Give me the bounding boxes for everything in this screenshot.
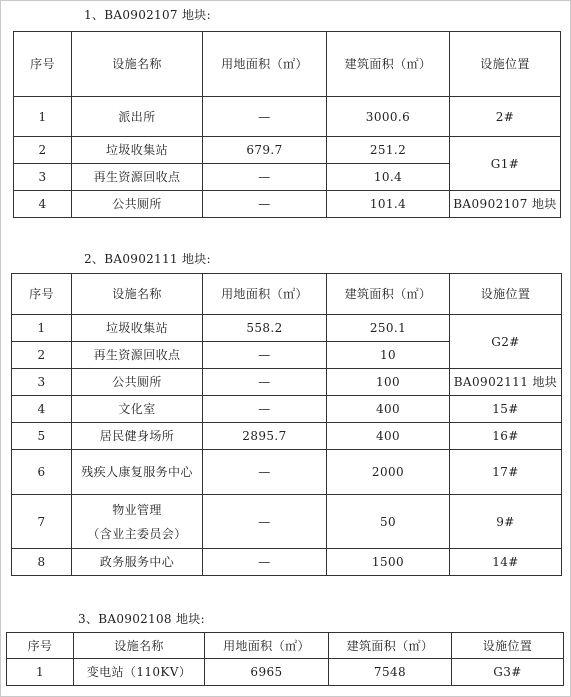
- cell-location: 16#: [450, 423, 562, 450]
- cell-name: 垃圾收集站: [72, 137, 203, 164]
- cell-location: G3#: [452, 659, 564, 686]
- header-building-area: 建筑面积（㎡）: [329, 633, 452, 659]
- cell-no: 8: [12, 549, 72, 576]
- cell-location: 14#: [450, 549, 562, 576]
- cell-name: [72, 495, 203, 549]
- cell-no: 1: [7, 659, 74, 686]
- header-location: 设施位置: [452, 633, 564, 659]
- cell-building-area: 400: [327, 423, 450, 450]
- cell-building-area: 250.1: [327, 315, 450, 342]
- cell-land-area: 679.7: [203, 137, 327, 164]
- table-row: [12, 315, 562, 342]
- cell-name: 派出所: [72, 97, 203, 137]
- table-row: [12, 396, 562, 423]
- cell-building-area: 10.4: [327, 164, 450, 191]
- table-header-row: [14, 32, 561, 97]
- cell-name: 文化室: [72, 396, 203, 423]
- table-header-row: [7, 633, 564, 659]
- table-row: [12, 450, 562, 495]
- cell-building-area: 100: [327, 369, 450, 396]
- cell-land-area: —: [203, 450, 327, 495]
- header-name: 设施名称: [74, 633, 205, 659]
- table-row: [12, 495, 562, 549]
- cell-name: 残疾人康复服务中心: [72, 450, 203, 495]
- header-building-area: 建筑面积（㎡）: [327, 274, 450, 315]
- header-building-area: 建筑面积（㎡）: [327, 32, 450, 97]
- section-2-title: 2、BA0902111 地块:: [84, 252, 211, 266]
- section-3-table: [6, 632, 564, 686]
- cell-no: 3: [12, 369, 72, 396]
- cell-land-area: —: [203, 369, 327, 396]
- cell-land-area: —: [203, 549, 327, 576]
- header-no: 序号: [7, 633, 74, 659]
- cell-land-area: —: [203, 396, 327, 423]
- section-2-table: [11, 273, 562, 576]
- cell-location: BA0902111 地块: [450, 369, 562, 396]
- cell-building-area: 1500: [327, 549, 450, 576]
- cell-land-area: —: [203, 97, 327, 137]
- cell-no: 2: [12, 342, 72, 369]
- cell-building-area: 50: [327, 495, 450, 549]
- header-name: 设施名称: [72, 32, 203, 97]
- cell-name: 再生资源回收点: [72, 342, 203, 369]
- cell-name: 政务服务中心: [72, 549, 203, 576]
- table-row: [12, 549, 562, 576]
- cell-no: 1: [14, 97, 72, 137]
- cell-location: 15#: [450, 396, 562, 423]
- table-row: [7, 659, 564, 686]
- cell-building-area: 3000.6: [327, 97, 450, 137]
- header-no: 序号: [14, 32, 72, 97]
- cell-name: 垃圾收集站: [72, 315, 203, 342]
- cell-land-area: —: [203, 191, 327, 218]
- cell-building-area: 7548: [329, 659, 452, 686]
- cell-building-area: 251.2: [327, 137, 450, 164]
- cell-name-line2: （含业主委员会）: [87, 526, 187, 541]
- section-1-table: [13, 31, 561, 218]
- cell-building-area: 101.4: [327, 191, 450, 218]
- table-row: [12, 423, 562, 450]
- table-row: [14, 137, 561, 164]
- cell-land-area: —: [203, 164, 327, 191]
- cell-no: 4: [14, 191, 72, 218]
- cell-no: 3: [14, 164, 72, 191]
- cell-location: 17#: [450, 450, 562, 495]
- cell-land-area: 558.2: [203, 315, 327, 342]
- header-land-area: 用地面积（㎡）: [203, 32, 327, 97]
- cell-land-area: 6965: [205, 659, 329, 686]
- cell-name: 居民健身场所: [72, 423, 203, 450]
- cell-no: 2: [14, 137, 72, 164]
- header-location: 设施位置: [450, 32, 561, 97]
- cell-land-area: 2895.7: [203, 423, 327, 450]
- cell-name: 公共厕所: [72, 191, 203, 218]
- section-1-title: 1、BA0902107 地块:: [84, 8, 211, 22]
- cell-name: 变电站（110KV）: [74, 659, 205, 686]
- cell-no: 7: [12, 495, 72, 549]
- header-land-area: 用地面积（㎡）: [205, 633, 329, 659]
- cell-name-line1: 物业管理: [112, 502, 162, 517]
- table-row: [14, 97, 561, 137]
- cell-location: 9#: [450, 495, 562, 549]
- cell-land-area: —: [203, 495, 327, 549]
- cell-building-area: 2000: [327, 450, 450, 495]
- cell-name: 公共厕所: [72, 369, 203, 396]
- cell-name: 再生资源回收点: [72, 164, 203, 191]
- cell-location: G2#: [450, 315, 562, 369]
- cell-no: 4: [12, 396, 72, 423]
- header-location: 设施位置: [450, 274, 562, 315]
- cell-no: 6: [12, 450, 72, 495]
- cell-land-area: —: [203, 342, 327, 369]
- section-3-title: 3、BA0902108 地块:: [78, 612, 205, 626]
- table-row: [12, 369, 562, 396]
- table-header-row: [12, 274, 562, 315]
- header-no: 序号: [12, 274, 72, 315]
- cell-no: 5: [12, 423, 72, 450]
- cell-location: BA0902107 地块: [450, 191, 561, 218]
- cell-building-area: 10: [327, 342, 450, 369]
- cell-location: G1#: [450, 137, 561, 191]
- header-name: 设施名称: [72, 274, 203, 315]
- cell-no: 1: [12, 315, 72, 342]
- table-row: [14, 191, 561, 218]
- header-land-area: 用地面积（㎡）: [203, 274, 327, 315]
- cell-location: 2#: [450, 97, 561, 137]
- cell-building-area: 400: [327, 396, 450, 423]
